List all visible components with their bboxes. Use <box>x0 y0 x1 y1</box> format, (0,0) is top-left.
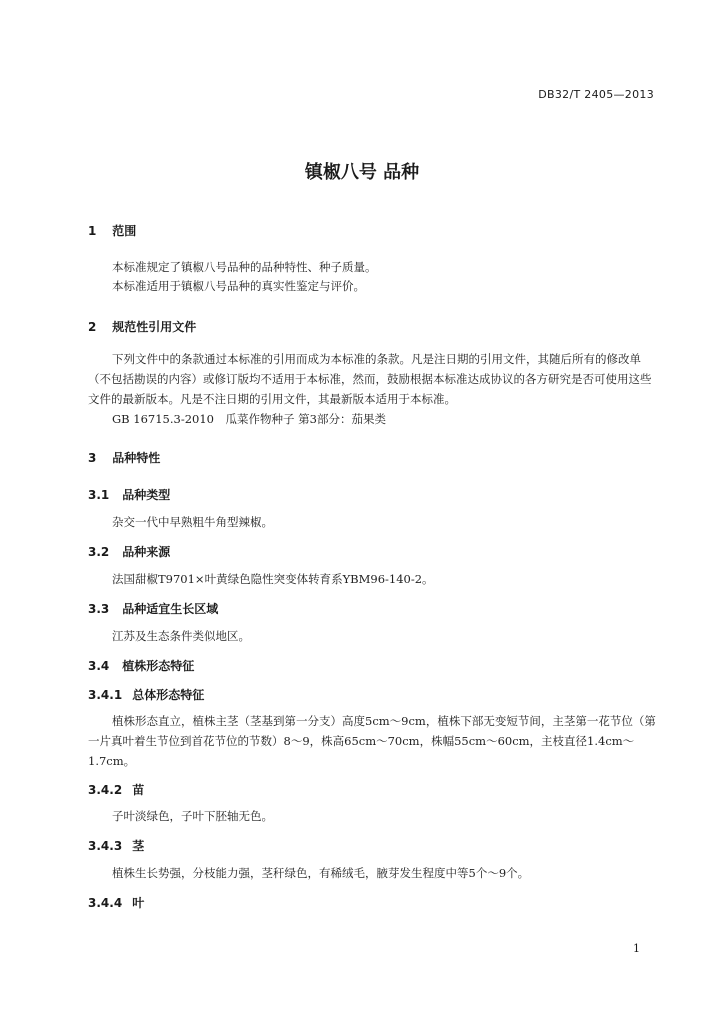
section-1-heading <box>88 222 136 239</box>
section-3-4-4-heading <box>88 894 144 911</box>
section-3-4-3-heading <box>88 837 144 854</box>
section-title: 范围 <box>112 224 137 238</box>
paragraph-line: 植株生长势强，分枝能力强，茎秆绿色，有稀绒毛，腋芽发生程度中等5个～9个。 <box>112 866 530 880</box>
section-title: 叶 <box>132 896 145 910</box>
paragraph-line: 本标准适用于镇椒八号品种的真实性鉴定与评价。 <box>112 279 365 293</box>
section-title: 茎 <box>132 839 145 853</box>
section-3-4-1-heading <box>88 686 204 703</box>
section-number: 3.4.1 <box>88 688 123 702</box>
section-number: 3.3 <box>88 602 110 616</box>
reference-line: GB 16715.3-2010 瓜菜作物种子 第3部分：茄果类 <box>112 412 386 426</box>
section-title: 苗 <box>132 783 145 797</box>
section-2-heading <box>88 318 196 335</box>
section-title: 品种来源 <box>122 545 171 559</box>
section-number: 3.4 <box>88 659 110 673</box>
paragraph-line: 本标准规定了镇椒八号品种的品种特性、种子质量。 <box>112 260 377 274</box>
paragraph: 下列文件中的条款通过本标准的引用而成为本标准的条款。凡是注日期的引用文件，其随后所有的修改单（不包括勘误的内容）或修订版均不适用于本标准，然而，鼓励根据本标准达成协议的各方研究是否可使用这些文件的最新版本。凡是不注日期的引用文件，其最新版本适用于本标准。 <box>88 352 652 406</box>
section-3-2-heading <box>88 543 170 560</box>
section-title: 品种特性 <box>112 451 161 465</box>
paragraph-line: 子叶淡绿色，子叶下胚轴无色。 <box>112 809 273 823</box>
section-number: 3.2 <box>88 545 110 559</box>
section-title: 植株形态特征 <box>122 659 195 673</box>
section-title: 品种适宜生长区域 <box>122 602 219 616</box>
section-number: 3.4.2 <box>88 783 123 797</box>
paragraph-line: 法国甜椒T9701×叶黄绿色隐性突变体转育系YBM96-140-2。 <box>112 572 434 586</box>
section-3-3-heading <box>88 600 218 617</box>
paragraph-line: 江苏及生态条件类似地区。 <box>112 629 250 643</box>
section-number: 3.4.4 <box>88 896 123 910</box>
paragraph-line: 杂交一代中早熟粗牛角型辣椒。 <box>112 515 273 529</box>
section-3-4-2-heading <box>88 781 144 798</box>
section-number: 1 <box>88 224 97 238</box>
section-number: 3 <box>88 451 97 465</box>
section-3-4-heading <box>88 657 194 674</box>
paragraph: 植株形态直立，植株主茎（茎基到第一分支）高度5cm～9cm，植株下部无变短节间，主茎第一花节位（第一片真叶着生节位到首花节位的节数）8～9，株高65cm～70cm，株幅55cm～60cm，主枝直径1.4cm～1.7cm。 <box>88 714 656 768</box>
document-title: 镇椒八号 品种 <box>304 162 420 183</box>
section-title: 规范性引用文件 <box>112 320 197 334</box>
section-3-1-heading <box>88 486 170 503</box>
section-number: 3.4.3 <box>88 839 123 853</box>
section-title: 品种类型 <box>122 488 171 502</box>
section-title: 总体形态特征 <box>132 688 205 702</box>
standard-code: DB32/T 2405—2013 <box>538 88 654 101</box>
section-3-heading <box>88 449 160 466</box>
section-number: 3.1 <box>88 488 110 502</box>
page-number: 1 <box>633 942 640 955</box>
section-number: 2 <box>88 320 97 334</box>
